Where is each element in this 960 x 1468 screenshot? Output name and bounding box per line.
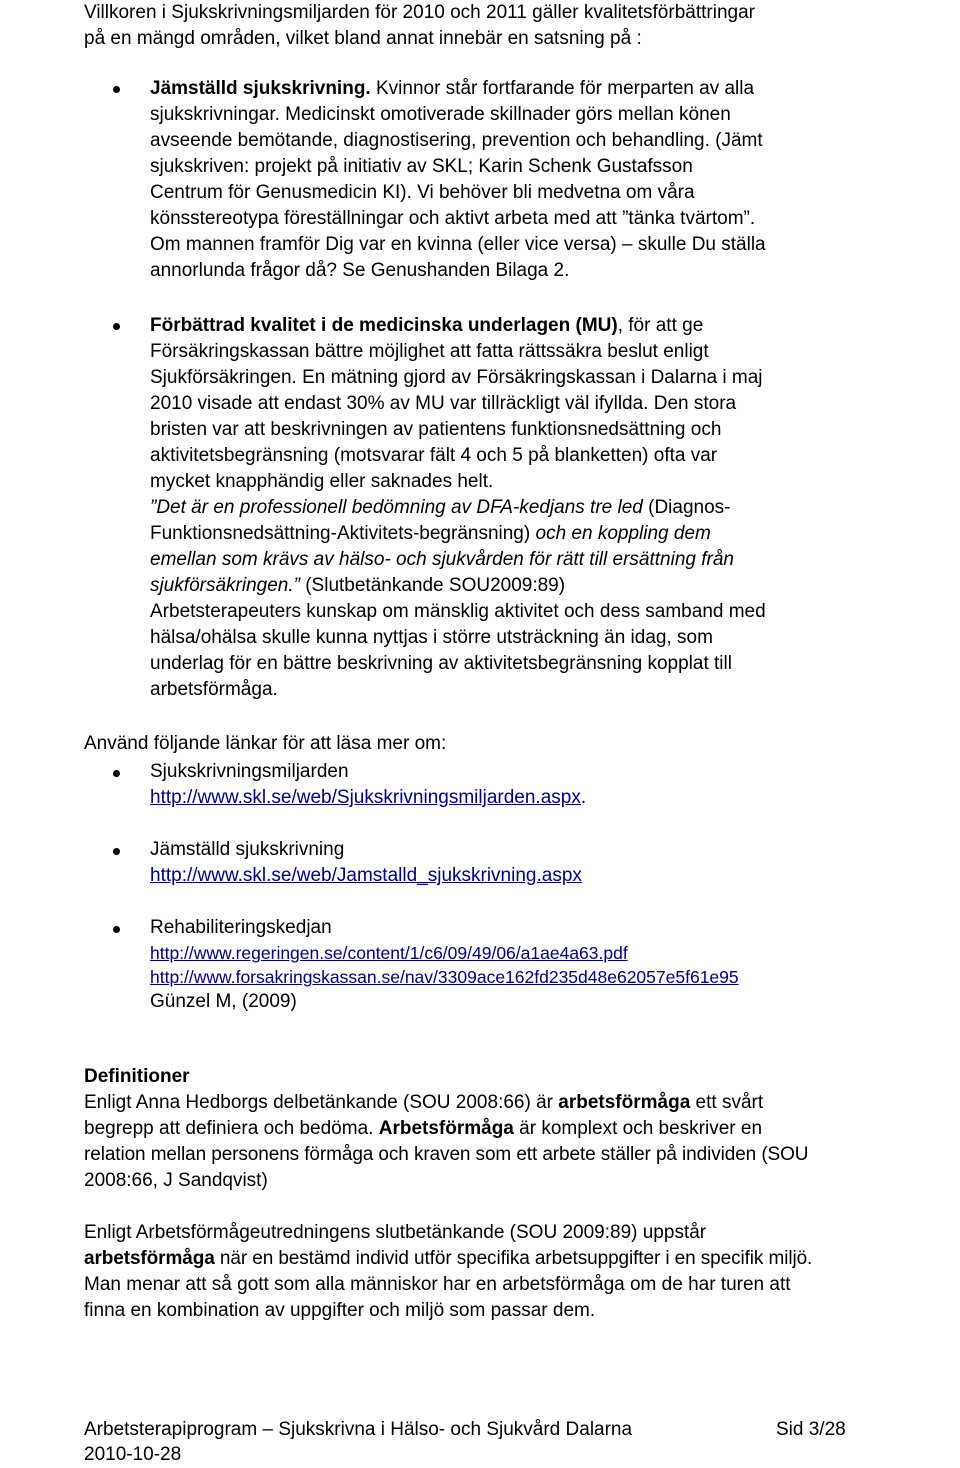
text-line: finna en kombination av uppgifter och miljö som passar dem.: [84, 1300, 596, 1321]
link-jamstalld-sjukskrivning[interactable]: http://www.skl.se/web/Jamstalld_sjukskrivning.aspx: [150, 865, 582, 886]
text-line: 2010 visade att endast 30% av MU var tillräckligt väl ifyllda. Den stora: [150, 393, 737, 414]
section-heading: Definitioner: [84, 1066, 190, 1087]
text-line: avseende bemötande, diagnostisering, prevention och behandling. (Jämt: [150, 130, 763, 151]
text-line: mycket knapphändig eller saknades helt.: [150, 471, 494, 492]
text-line: arbetsförmåga.: [150, 679, 278, 700]
text-line: Centrum för Genusmedicin KI). Vi behöver bli medvetna om våra: [150, 182, 695, 203]
text-span: begrepp att definiera och bedöma.: [84, 1118, 379, 1139]
text-line: 2008:66, J Sandqvist): [84, 1170, 268, 1191]
text-line: sjukskriven: projekt på initiativ av SKL; Karin Schenk Gustafsson: [150, 156, 693, 177]
bullet-icon: [113, 770, 120, 777]
text-line: underlag för en bättre beskrivning av aktivitetsbegränsning kopplat till: [150, 653, 732, 674]
bold-term: arbetsförmåga: [558, 1092, 691, 1113]
quote-text: emellan som krävs av hälso- och sjukvården för rätt till ersättning från: [150, 549, 734, 570]
bullet-heading: Jämställd sjukskrivning.: [150, 78, 371, 99]
intro-line: på en mängd områden, vilket bland annat innebär en satsning på :: [84, 28, 642, 49]
text-span: (Slutbetänkande SOU2009:89): [299, 575, 566, 596]
bullet-icon: [113, 848, 120, 855]
link-item-sjukskrivningsmiljarden: [150, 759, 952, 811]
text-line: bristen var att beskrivningen av patientens funktionsnedsättning och: [150, 419, 722, 440]
text-span: ett svårt: [690, 1092, 764, 1113]
links-intro: Använd följande länkar för att läsa mer om:: [84, 733, 447, 754]
footer-title: Arbetsterapiprogram – Sjukskrivna i Hälso- och Sjukvård Dalarna: [84, 1419, 633, 1440]
bold-term: arbetsförmåga: [84, 1248, 215, 1269]
text-span: är komplext och beskriver en: [513, 1118, 763, 1139]
text-line: Sjukförsäkringen. En mätning gjord av Försäkringskassan i Dalarna i maj: [150, 367, 763, 388]
intro-line: Villkoren i Sjukskrivningsmiljarden för 2010 och 2011 gäller kvalitetsförbättringar: [84, 2, 755, 23]
definitions-paragraph-2: [84, 1220, 952, 1324]
reference-text: Günzel M, (2009): [150, 991, 297, 1012]
text-line: annorlunda frågor då? Se Genushanden Bilaga 2.: [150, 260, 570, 281]
text-span: när en bestämd individ utför specifika arbetsuppgifter i en specifik miljö.: [214, 1248, 813, 1269]
page-number: Sid 3/28: [776, 1419, 846, 1440]
text-span: (Diagnos-: [642, 497, 731, 518]
bullet-icon: [113, 86, 120, 93]
quote-text: och en koppling dem: [530, 523, 711, 544]
link-item-jamstalld: [150, 837, 952, 889]
text-line: hälsa/ohälsa skulle kunna nyttjas i större utsträckning än idag, som: [150, 627, 713, 648]
link-forsakringskassan[interactable]: http://www.forsakringskassan.se/nav/3309ace162fd235d48e62057e5f61e95: [150, 967, 739, 987]
link-sjukskrivningsmiljarden[interactable]: http://www.skl.se/web/Sjukskrivningsmiljarden.aspx: [150, 787, 581, 808]
link-item-rehabiliteringskedjan: [150, 915, 952, 1015]
link-title: Jämställd sjukskrivning: [150, 839, 345, 860]
text-line: relation mellan personens förmåga och kraven som ett arbete ställer på individen (SOU: [84, 1144, 809, 1165]
bullet-kvalitet: [150, 313, 952, 703]
bold-term: Arbetsförmåga: [378, 1118, 514, 1139]
bullet-jamstalld: [150, 76, 952, 284]
bullet-icon: [113, 926, 120, 933]
text-line: Försäkringskassan bättre möjlighet att fatta rättssäkra beslut enligt: [150, 341, 709, 362]
text-line: könsstereotypa föreställningar och aktivt arbeta med att ”tänka tvärtom”.: [150, 208, 756, 229]
text-line: Enligt Arbetsförmågeutredningens slutbetänkande (SOU 2009:89) uppstår: [84, 1222, 707, 1243]
bullet-heading: Förbättrad kvalitet i de medicinska underlagen (MU): [150, 315, 618, 336]
bullet-icon: [113, 323, 120, 330]
footer-date: 2010-10-28: [84, 1444, 182, 1465]
text-line: Arbetsterapeuters kunskap om mänsklig aktivitet och dess samband med: [150, 601, 766, 622]
link-title: Sjukskrivningsmiljarden: [150, 761, 349, 782]
text-line: sjukskrivningar. Medicinskt omotiverade skillnader görs mellan könen: [150, 104, 731, 125]
definitions-section: [84, 1064, 952, 1194]
text-span: , för att ge: [617, 315, 704, 336]
link-regeringen[interactable]: http://www.regeringen.se/content/1/c6/09/49/06/a1ae4a63.pdf: [150, 943, 628, 963]
text-span: Enligt Anna Hedborgs delbetänkande (SOU 2008:66) är: [84, 1092, 559, 1113]
text-span: Funktionsnedsättning-Aktivitets-begränsning): [150, 523, 531, 544]
text-line: Om mannen framför Dig var en kvinna (eller vice versa) – skulle Du ställa: [150, 234, 766, 255]
text-line: aktivitetsbegränsning (motsvarar fält 4 och 5 på blanketten) ofta var: [150, 445, 718, 466]
text-span: Kvinnor står fortfarande för merparten av alla: [370, 78, 755, 99]
quote-text: sjukförsäkringen.”: [150, 575, 300, 596]
text-span: .: [580, 787, 587, 808]
link-title: Rehabiliteringskedjan: [150, 917, 332, 938]
text-line: Man menar att så gott som alla människor har en arbetsförmåga om de har turen att: [84, 1274, 791, 1295]
quote-text: ”Det är en professionell bedömning av DFA-kedjans tre led: [150, 497, 643, 518]
intro-paragraph: [84, 0, 952, 52]
